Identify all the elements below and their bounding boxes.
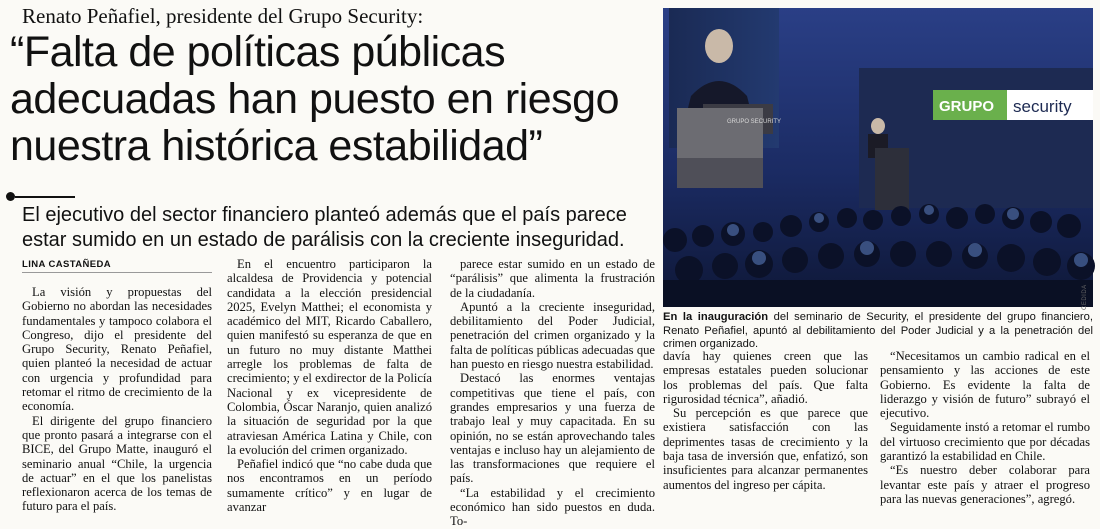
podium-logo-text: GRUPO SECURITY [727, 119, 782, 125]
paragraph: Seguidamente instó a retomar el rumbo del virtuoso crecimiento que por décadas garantizó la estabilidad en Chile. [880, 420, 1090, 464]
paragraph: La visión y propuestas del Gobierno no abordan las necesidades fundamentales y tampoco colabora el Congreso, dijo el presidente del Grupo Security, Renato Peñafiel, quien planteó la necesidad de actuar con urgencia y profundidad para retomar el ritmo de crecimiento de la economía. [22, 285, 212, 414]
paragraph: Destacó las enormes ventajas competitivas que tiene el país, con grandes empresarios y una fuerza de trabajo leal y muy capacitada. En su opinión, no se están aprovechando tales ventajas e incluso hay un alejamiento de las transformaciones que requiere el país. [450, 371, 655, 486]
photo-caption [663, 311, 1093, 352]
article-byline: LINA CASTAÑEDA [22, 259, 111, 270]
paragraph: davía hay quienes creen que las empresas estatales pueden solucionar los problemas del país. Que falta rigurosidad técnica”, añadió. [663, 349, 868, 406]
paragraph: “Necesitamos un cambio radical en el pensamiento y las acciones de este Gobierno. Es evidente la falta de liderazgo y visión de futuro” subrayó el ejecutivo. [880, 349, 1090, 421]
paragraph: Su percepción es que parece que existiera satisfacción con las deprimentes tasas de crecimiento y la baja tasa de inversión que, enfatizó, son insuficientes para alcanzar permanentes aumentos del ingreso per cápita. [663, 406, 868, 492]
paragraph: parece estar sumido en un estado de “parálisis” que alimenta la frustración de la ciudadanía. [450, 257, 655, 300]
event-photo [663, 8, 1093, 307]
byline-divider [22, 272, 212, 273]
article-kicker: Renato Peñafiel, presidente del Grupo Security: [22, 4, 424, 28]
body-column-1 [22, 285, 212, 514]
article-deck: El ejecutivo del sector financiero planteó además que el país parece estar sumido en un estado de parálisis con la creciente inseguridad. [22, 204, 627, 251]
article-headline: “Falta de políticas públicas adecuadas han puesto en riesgo nuestra histórica estabilidad” [10, 28, 619, 170]
paragraph: El dirigente del grupo financiero que pronto pasará a integrarse con el BICE, del Grupo Matte, inauguró el seminario anual “Chile, la urgencia de actuar” en el que los panelistas reflexionaron acerca de los temas de futuro para el país. [22, 413, 212, 514]
caption-text: del seminario de Security, el presidente del grupo financiero, Renato Peñafiel, apuntó al debilitamiento del Poder Judicial y a la penetración del crimen organizado. [663, 311, 1093, 350]
paragraph: En el encuentro participaron la alcaldesa de Providencia y potencial candidata a la elección presidencial 2025, Evelyn Matthei; el economista y académico del MIT, Ricardo Caballero, quien manifestó su esperanza de que en un futuro no muy distante Matthei arregle los problemas de falta de crecimiento; y el exdirector de la Policía Nacional y ex vicepresidente de Colombia, Óscar Naranjo, quien analizó la situación de seguridad por la que atraviesan América Latina y Chile, con la evolución del crimen organizado. [227, 257, 432, 457]
body-column-3 [450, 257, 655, 529]
headline-divider [15, 196, 75, 198]
paragraph: Peñafiel indicó que “no cabe duda que nos encontramos en un período sumamente crítico” y en lugar de avanzar [227, 457, 432, 515]
body-column-2 [227, 257, 432, 514]
paragraph: “Es nuestro deber colaborar para levantar este país y atraer el progreso para las nuevas generaciones”, agregó. [880, 463, 1090, 506]
caption-lead: En la inauguración [663, 311, 769, 323]
paragraph: “La estabilidad y el crecimiento económico han sido puestos en duda. To- [450, 485, 655, 529]
banner-grupo-text: GRUPO [939, 98, 995, 115]
body-column-4 [663, 349, 868, 492]
banner-security-text: security [1013, 97, 1072, 116]
paragraph: Apuntó a la creciente inseguridad, debilitamiento del Poder Judicial, penetración del crimen organizado y la falta de políticas públicas adecuadas que han puesto en riesgo nuestra estabilidad. [450, 299, 655, 372]
body-column-5 [880, 349, 1090, 506]
rule-bullet [6, 192, 15, 201]
photo-credit: CEDIDA [1082, 284, 1088, 310]
